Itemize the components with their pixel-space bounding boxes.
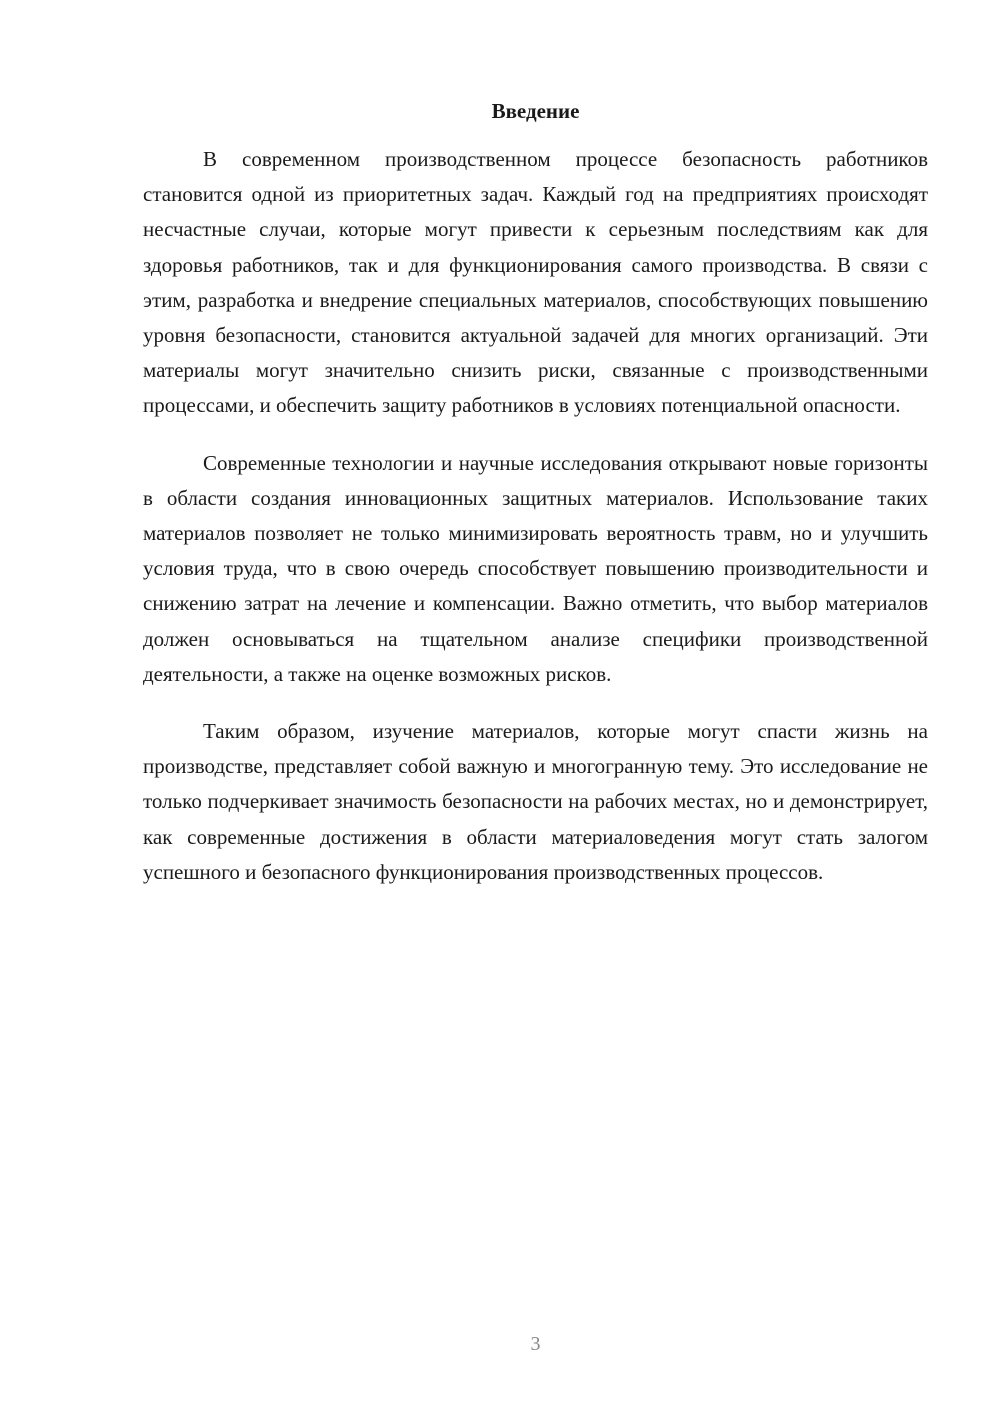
paragraph-2: Современные технологии и научные исследования открывают новые горизонты в области создания инновационных защитных материалов. Использование таких материалов позволяет не только минимизировать вероятность травм, но и улучшить условия труда, что в свою очередь способствует повышению производительности и снижению затрат на лечение и компенсации. Важно отметить, что выбор материалов должен основываться на тщательном анализе специфики производственной деятельности, а также на оценке возможных рисков. xyxy=(143,450,928,686)
page-number: 3 xyxy=(530,1333,541,1355)
section-heading: Введение xyxy=(491,99,580,123)
body-text xyxy=(143,142,928,912)
paragraph-3: Таким образом, изучение материалов, которые могут спасти жизнь на производстве, представляет собой важную и многогранную тему. Это исследование не только подчеркивает значимость безопасности на рабочих местах, но и демонстрирует, как современные достижения в области материаловедения могут стать залогом успешного и безопасного функционирования производственных процессов. xyxy=(143,719,928,884)
paragraph-1: В современном производственном процессе безопасность работников становится одной из приоритетных задач. Каждый год на предприятиях происходят несчастные случаи, которые могут привести к серьезным последствиям как для здоровья работников, так и для функционирования самого производства. В связи с этим, разработка и внедрение специальных материалов, способствующих повышению уровня безопасности, становится актуальной задачей для многих организаций. Эти материалы могут значительно снизить риски, связанные с производственными процессами, и обеспечить защиту работников в условиях потенциальной опасности. xyxy=(143,147,928,418)
